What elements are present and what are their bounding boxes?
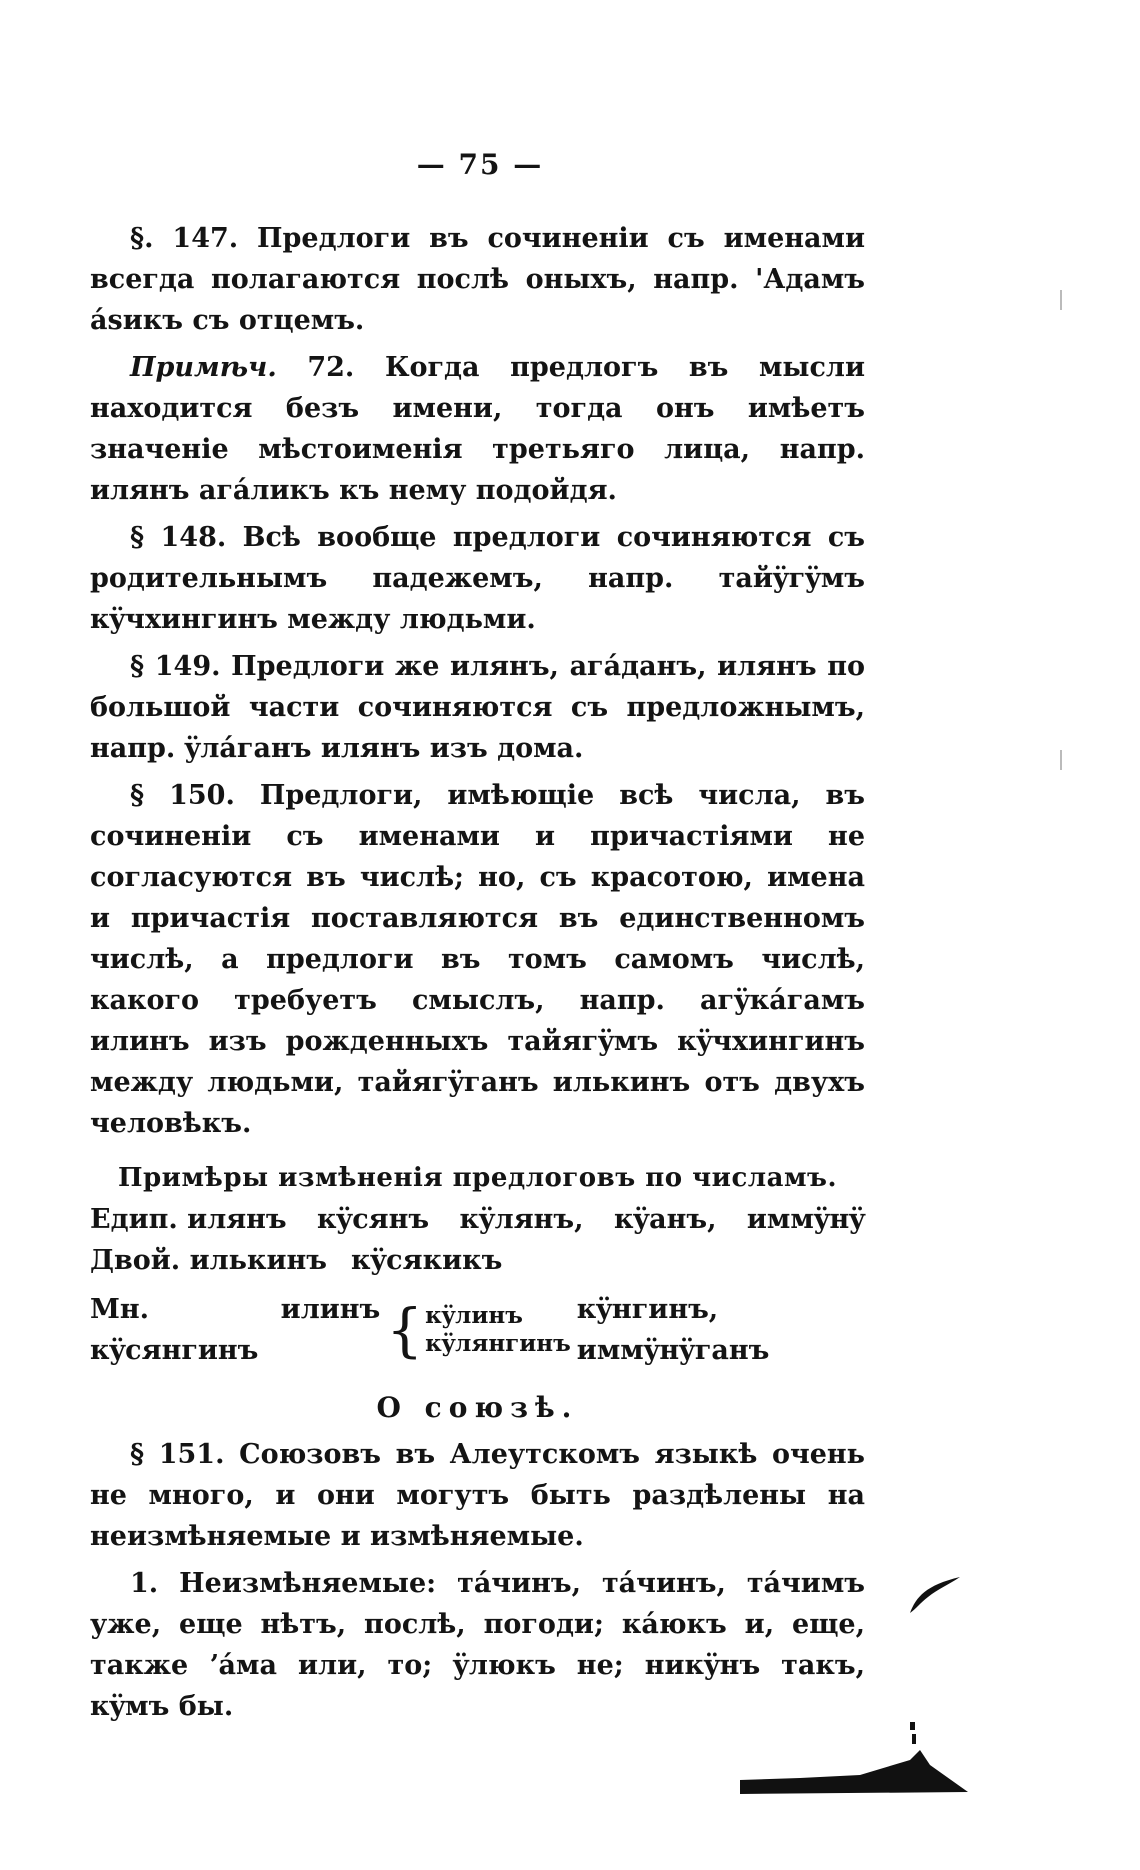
- sg-cell: Едип. илянъ: [90, 1204, 287, 1235]
- paragraph-149: § 149. Предлоги же илянъ, агáданъ, илянъ по большой части сочиняются съ предложнымъ, напр. ÿлáганъ илянъ изъ дома.: [90, 651, 865, 764]
- dual-row: [90, 1240, 865, 1281]
- brace-bottom: кÿлянгинъ: [425, 1330, 571, 1357]
- du-cell: Двой. илькинъ: [90, 1245, 327, 1276]
- ink-blot-mark: [908, 1575, 963, 1615]
- brace-top: кÿлинъ: [425, 1302, 523, 1329]
- curly-brace-icon: {: [386, 1296, 424, 1364]
- plural-row: [90, 1289, 865, 1371]
- note-label: Примѣч.: [130, 352, 277, 383]
- ink-smudge-mark: [740, 1720, 970, 1795]
- page-body: [90, 218, 865, 1727]
- du-cell: кÿсякикъ: [351, 1245, 503, 1276]
- sg-cell: кÿлянъ,: [459, 1204, 584, 1235]
- margin-tick: [1060, 290, 1062, 310]
- paragraph-150: § 150. Предлоги, имѣющіе всѣ числа, въ сочиненіи съ именами и причастіями не согласуются въ числѣ; но, съ красотою, имена и причастія поставляются въ единственномъ числѣ, а предлоги въ томъ самомъ числѣ, какого требуетъ смыслъ, напр. агÿкáгамъ илинъ изъ рожденныхъ тайягÿмъ кÿчхингинъ между людьми, тайягÿганъ илькинъ отъ двухъ человѣкъ.: [90, 780, 865, 1139]
- paragraph-148: § 148. Всѣ вообще предлоги сочиняются съ родительнымъ падежемъ, напр. тайÿгÿмъ кÿчхингинъ между людьми.: [90, 522, 865, 635]
- pl-start: Мн. илинъ кÿсянгинъ: [90, 1294, 381, 1366]
- item-1: 1. Неизмѣняемые: тáчинъ, тáчинъ, тáчимъ уже, еще нѣтъ, послѣ, погоди; кáюкъ и, еще, также ʼáма или, то; ÿлюкъ не; никÿнъ такъ, кÿмъ бы.: [90, 1568, 865, 1722]
- section-title: О союзѣ.: [376, 1391, 579, 1424]
- sg-cell: кÿанъ,: [613, 1204, 717, 1235]
- pl-end: кÿнгинъ, иммÿнÿганъ: [576, 1294, 770, 1366]
- brace-group: [386, 1296, 571, 1364]
- brace-stack: [425, 1302, 571, 1358]
- paragraph-147: §. 147. Предлоги въ сочиненіи съ именами всегда полагаются послѣ оныхъ, напр. 'Адамъ ásикъ съ отцемъ.: [90, 223, 865, 336]
- singular-row: [90, 1199, 865, 1240]
- sg-cell: иммÿнÿ: [746, 1204, 865, 1235]
- note-text: 72. Когда предлогъ въ мысли находится безъ имени, тогда онъ имѣетъ значеніе мѣстоименія третьяго лица, напр. илянъ агáликъ къ нему подойдя.: [90, 352, 865, 506]
- page-number: — 75 —: [416, 148, 544, 181]
- sg-cell: кÿсянъ: [317, 1204, 430, 1235]
- margin-tick: [1060, 750, 1062, 770]
- note-72: [90, 347, 865, 511]
- examples-heading: Примѣры измѣненія предлоговъ по числамъ.: [117, 1163, 838, 1193]
- paragraph-151: § 151. Союзовъ въ Алеутскомъ языкѣ очень не много, и они могутъ быть раздѣлены на неизмѣняемые и измѣняемые.: [90, 1439, 865, 1552]
